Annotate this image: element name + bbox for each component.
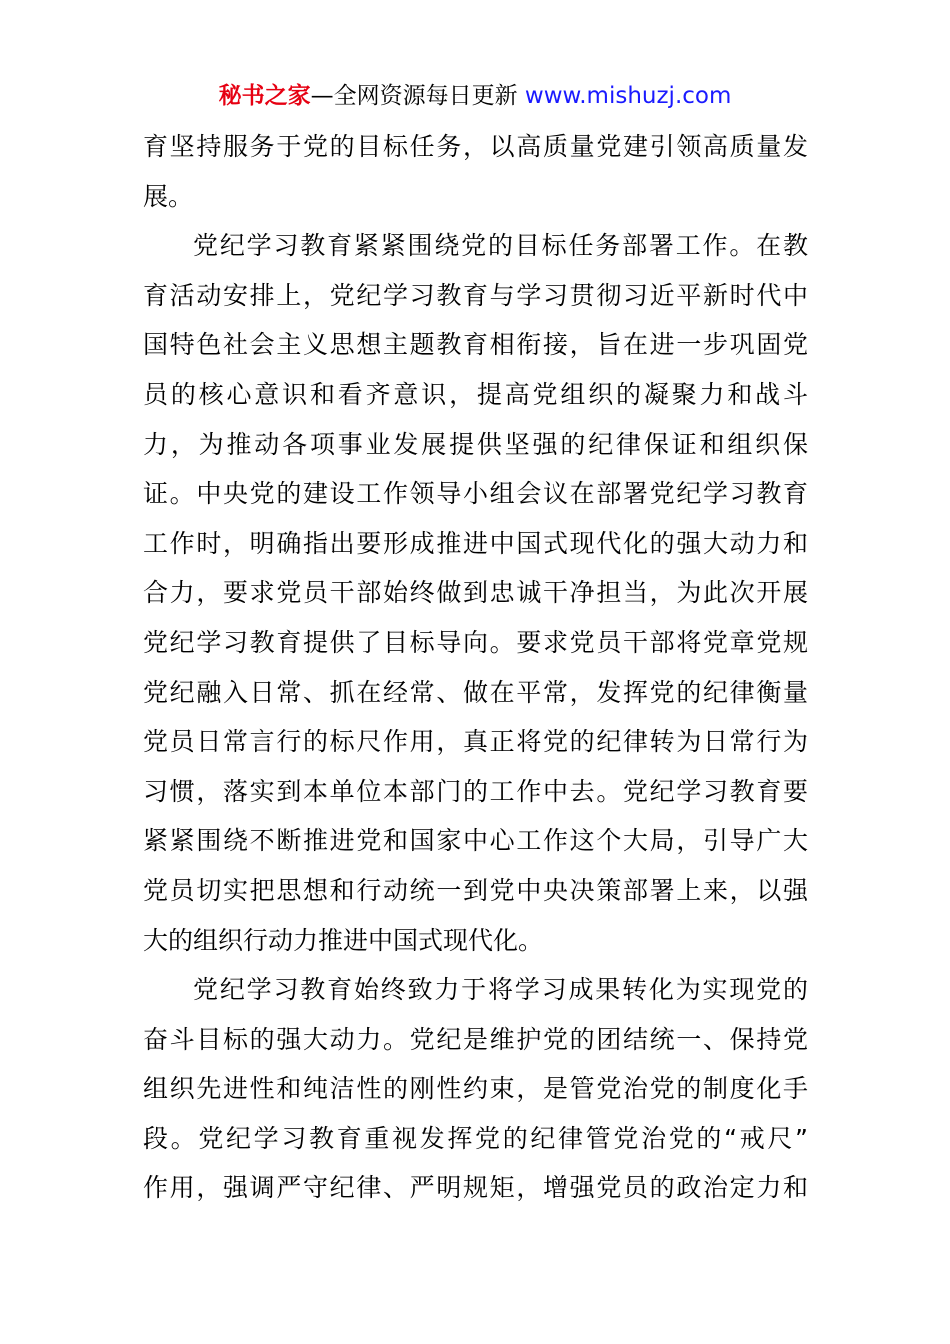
- text-line: 组织先进性和纯洁性的刚性约束，是管党治党的制度化手: [143, 1074, 808, 1104]
- text-line: 证。中央党的建设工作领导小组会议在部署党纪学习教育: [143, 479, 808, 509]
- site-tagline: —全网资源每日更新: [310, 83, 518, 109]
- text-line: 党纪学习教育提供了目标导向。要求党员干部将党章党规: [143, 627, 808, 657]
- text-line: 合力，要求党员干部始终做到忠诚干净担当，为此次开展: [143, 578, 808, 608]
- page-header: [0, 80, 950, 112]
- text-line: 展。: [143, 181, 194, 211]
- site-brand: 秘书之家: [218, 83, 311, 109]
- text-line: 党员日常言行的标尺作用，真正将党的纪律转为日常行为: [143, 727, 808, 757]
- text-line: 育坚持服务于党的目标任务，以高质量党建引领高质量发: [143, 132, 808, 161]
- text-line: 工作时，明确指出要形成推进中国式现代化的强大动力和: [143, 528, 808, 558]
- text-line: 员的核心意识和看齐意识，提高党组织的凝聚力和战斗: [143, 379, 808, 409]
- text-line: 育活动安排上，党纪学习教育与学习贯彻习近平新时代中: [143, 280, 808, 310]
- text-line: 党纪学习教育紧紧围绕党的目标任务部署工作。在教: [193, 231, 808, 261]
- text-line: 习惯，落实到本单位本部门的工作中去。党纪学习教育要: [143, 776, 808, 806]
- site-url-link[interactable]: www.mishuzj.com: [524, 83, 732, 109]
- text-line: 力，为推动各项事业发展提供坚强的纪律保证和组织保: [143, 429, 808, 459]
- document-body: [143, 122, 808, 1213]
- text-line: 党纪融入日常、抓在经常、做在平常，发挥党的纪律衡量: [143, 677, 808, 707]
- text-line: 紧紧围绕不断推进党和国家中心工作这个大局，引导广大: [143, 826, 808, 856]
- text-line: 国特色社会主义思想主题教育相衔接，旨在进一步巩固党: [143, 330, 808, 360]
- text-line: 大的组织行动力推进中国式现代化。: [143, 925, 544, 955]
- text-line: 段。党纪学习教育重视发挥党的纪律管党治党的“戒尺”: [143, 1123, 808, 1153]
- text-line: 奋斗目标的强大动力。党纪是维护党的团结统一、保持党: [143, 1024, 808, 1054]
- text-line: 党员切实把思想和行动统一到党中央决策部署上来，以强: [143, 875, 808, 905]
- text-line: 党纪学习教育始终致力于将学习成果转化为实现党的: [193, 975, 808, 1005]
- text-line: 作用，强调严守纪律、严明规矩，增强党员的政治定力和: [143, 1173, 808, 1203]
